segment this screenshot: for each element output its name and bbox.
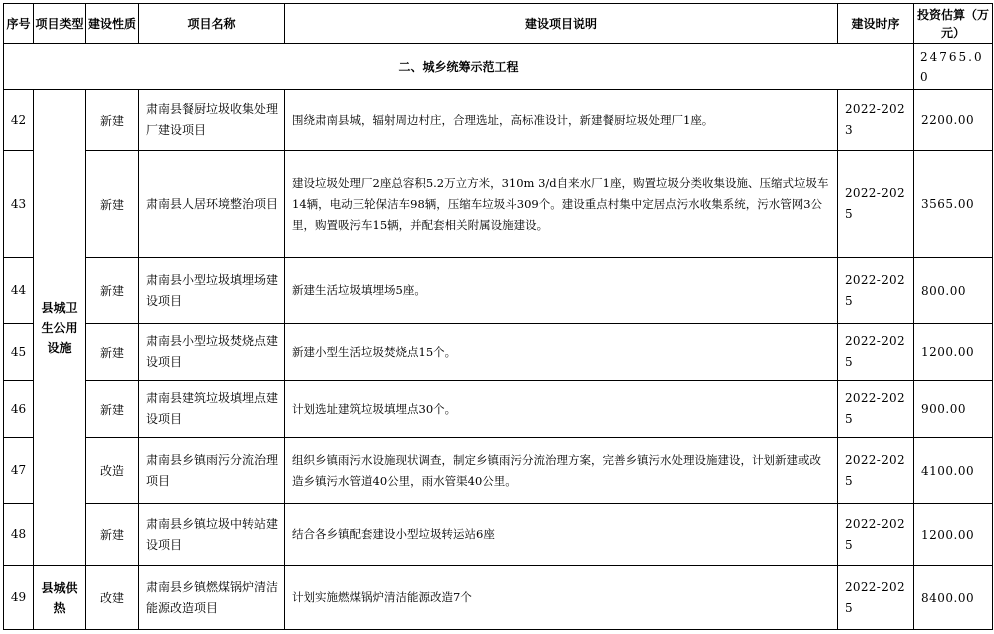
row-nature: 改建 xyxy=(86,566,139,630)
section-title: 二、城乡统筹示范工程 xyxy=(4,44,914,90)
row-name: 肃南县餐厨垃圾收集处理厂建设项目 xyxy=(139,90,285,151)
row-index: 46 xyxy=(4,381,34,438)
header-index: 序号 xyxy=(4,4,34,44)
row-description: 组织乡镇雨污水设施现状调查，制定乡镇雨污分流治理方案，完善乡镇污水处理设施建设，计划新建或改造乡镇污水管道40公里，雨水管渠40公里。 xyxy=(285,438,838,504)
row-nature: 新建 xyxy=(86,504,139,566)
row-index: 44 xyxy=(4,258,34,324)
header-row xyxy=(4,4,993,44)
table-row xyxy=(4,438,993,504)
row-name: 肃南县小型垃圾填埋场建设项目 xyxy=(139,258,285,324)
row-name: 肃南县乡镇垃圾中转站建设项目 xyxy=(139,504,285,566)
row-name: 肃南县人居环境整治项目 xyxy=(139,151,285,258)
row-amount: 900.00 xyxy=(914,381,993,438)
row-description: 新建小型生活垃圾焚烧点15个。 xyxy=(285,324,838,381)
category-sanitation: 县城卫生公用设施 xyxy=(34,90,86,566)
row-period: 2022-2025 xyxy=(838,151,914,258)
table-row xyxy=(4,504,993,566)
project-table xyxy=(3,3,993,630)
row-index: 43 xyxy=(4,151,34,258)
row-period: 2022-2025 xyxy=(838,324,914,381)
header-investment: 投资估算（万元） xyxy=(914,4,993,44)
row-name: 肃南县乡镇燃煤锅炉清洁能源改造项目 xyxy=(139,566,285,630)
section-total: 24765.00 xyxy=(914,44,993,90)
row-description: 结合各乡镇配套建设小型垃圾转运站6座 xyxy=(285,504,838,566)
row-description: 新建生活垃圾填埋场5座。 xyxy=(285,258,838,324)
header-description: 建设项目说明 xyxy=(285,4,838,44)
row-name: 肃南县小型垃圾焚烧点建设项目 xyxy=(139,324,285,381)
row-name: 肃南县乡镇雨污分流治理项目 xyxy=(139,438,285,504)
table-row xyxy=(4,324,993,381)
row-nature: 新建 xyxy=(86,258,139,324)
row-amount: 2200.00 xyxy=(914,90,993,151)
row-amount: 3565.00 xyxy=(914,151,993,258)
row-description: 建设垃圾处理厂2座总容积5.2万立方米，310m 3/d自来水厂1座，购置垃圾分类收集设施、压缩式垃圾车14辆，电动三轮保洁车98辆，压缩车垃圾斗309个。建设重点村集中定居点污水收集系统，污水管网3公里，购置吸污车15辆，并配套相关附属设施建设。 xyxy=(285,151,838,258)
row-name: 肃南县建筑垃圾填埋点建设项目 xyxy=(139,381,285,438)
table-row xyxy=(4,381,993,438)
row-amount: 4100.00 xyxy=(914,438,993,504)
table-row xyxy=(4,90,993,151)
header-nature: 建设性质 xyxy=(86,4,139,44)
row-description: 计划选址建筑垃圾填埋点30个。 xyxy=(285,381,838,438)
row-period: 2022-2025 xyxy=(838,566,914,630)
row-nature: 新建 xyxy=(86,324,139,381)
row-index: 49 xyxy=(4,566,34,630)
header-type: 项目类型 xyxy=(34,4,86,44)
row-description: 计划实施燃煤锅炉清洁能源改造7个 xyxy=(285,566,838,630)
row-amount: 1200.00 xyxy=(914,504,993,566)
table-row xyxy=(4,151,993,258)
table-row xyxy=(4,566,993,630)
row-period: 2022-2025 xyxy=(838,258,914,324)
row-index: 48 xyxy=(4,504,34,566)
row-nature: 新建 xyxy=(86,90,139,151)
row-period: 2022-2023 xyxy=(838,90,914,151)
row-period: 2022-2025 xyxy=(838,381,914,438)
row-nature: 新建 xyxy=(86,381,139,438)
row-amount: 8400.00 xyxy=(914,566,993,630)
header-period: 建设时序 xyxy=(838,4,914,44)
row-amount: 800.00 xyxy=(914,258,993,324)
category-heating: 县城供热 xyxy=(34,566,86,630)
row-period: 2022-2025 xyxy=(838,438,914,504)
row-nature: 新建 xyxy=(86,151,139,258)
row-period: 2022-2025 xyxy=(838,504,914,566)
row-index: 45 xyxy=(4,324,34,381)
header-name: 项目名称 xyxy=(139,4,285,44)
row-index: 47 xyxy=(4,438,34,504)
row-nature: 改造 xyxy=(86,438,139,504)
row-index: 42 xyxy=(4,90,34,151)
section-row xyxy=(4,44,993,90)
row-amount: 1200.00 xyxy=(914,324,993,381)
table-row xyxy=(4,258,993,324)
row-description: 围绕肃南县城，辐射周边村庄，合理选址，高标准设计，新建餐厨垃圾处理厂1座。 xyxy=(285,90,838,151)
